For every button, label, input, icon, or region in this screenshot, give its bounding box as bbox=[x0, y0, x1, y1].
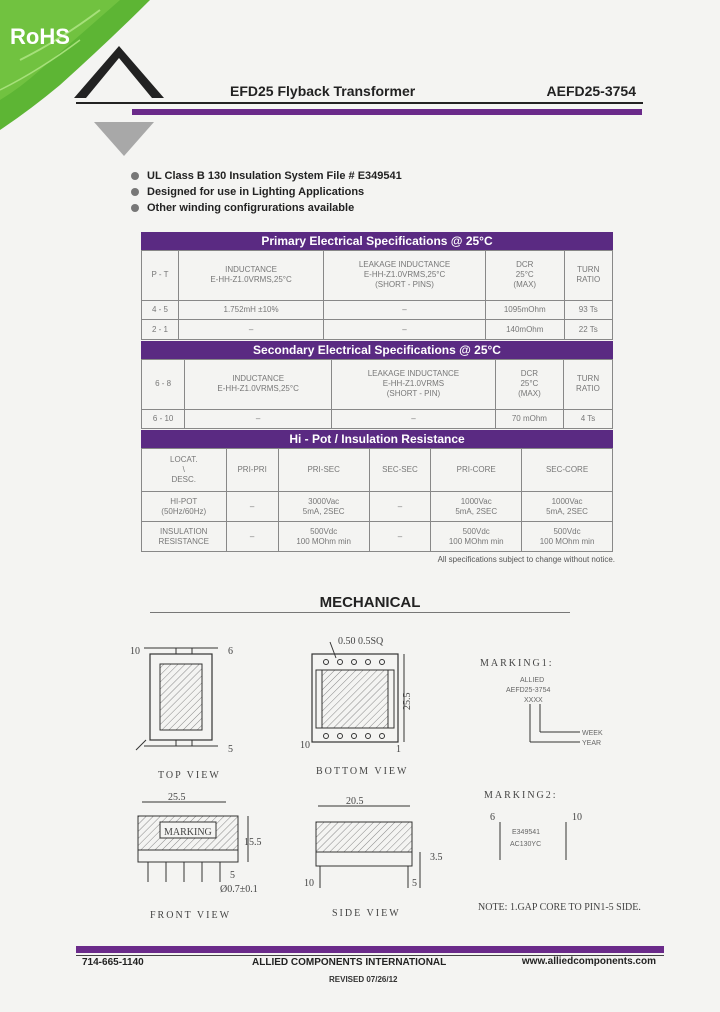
table-row-cell: – bbox=[332, 409, 496, 429]
marking2-pin-6: 6 bbox=[490, 812, 495, 823]
bottom-view-label: BOTTOM VIEW bbox=[316, 766, 409, 777]
table-row-cell: 1000Vac 5mA, 2SEC bbox=[431, 492, 522, 522]
table-row-cell: 3000Vac 5mA, 2SEC bbox=[278, 492, 369, 522]
footer-website-link[interactable]: www.alliedcomponents.com bbox=[521, 956, 656, 967]
table-header-row-cell: 6 - 8 bbox=[142, 360, 185, 410]
bullet-icon bbox=[131, 204, 139, 212]
table-row-cell: 22 Ts bbox=[564, 320, 612, 340]
front-view-drawing bbox=[138, 792, 262, 921]
table-header-row-cell: DCR 25°C (MAX) bbox=[485, 251, 564, 301]
table-row-cell: – bbox=[179, 320, 324, 340]
table-row-cell: – bbox=[324, 320, 486, 340]
document-title: EFD25 Flyback Transformer bbox=[230, 83, 416, 99]
table-row bbox=[142, 300, 613, 320]
change-notice: All specifications subject to change without notice. bbox=[437, 555, 615, 564]
bottom-view-drawing bbox=[300, 636, 413, 777]
table-header-row-cell: LOCAT. \ DESC. bbox=[142, 449, 227, 492]
marking2-title: MARKING2: bbox=[484, 790, 558, 801]
mechanical-rule bbox=[150, 612, 570, 613]
height-dimension: 25.5 bbox=[402, 692, 413, 710]
table-row-cell: 1000Vac 5mA, 2SEC bbox=[522, 492, 613, 522]
table-row bbox=[142, 492, 613, 522]
table-row-cell: 500Vdc 100 MOhm min bbox=[431, 522, 522, 552]
bullet-icon bbox=[131, 188, 139, 196]
table-header-row-cell: PRI-SEC bbox=[278, 449, 369, 492]
pin-size-dimension: 0.50 0.5SQ bbox=[338, 636, 384, 647]
top-view-label: TOP VIEW bbox=[158, 770, 221, 781]
table-row-cell: 1.752mH ±10% bbox=[179, 300, 324, 320]
bullet-icon bbox=[131, 172, 139, 180]
table-header-row-cell: LEAKAGE INDUCTANCE E-HH-Z1.0VRMS,25°C (SHORT - PINS) bbox=[324, 251, 486, 301]
table-row-cell: – bbox=[185, 409, 332, 429]
table-header-row-cell: SEC-CORE bbox=[522, 449, 613, 492]
feature-item: Designed for use in Lighting Applications bbox=[131, 184, 402, 200]
table-header-row-cell: INDUCTANCE E-HH-Z1.0VRMS,25°C bbox=[185, 360, 332, 410]
bottom-pin-10-label: 10 bbox=[300, 740, 310, 751]
table-row-cell: – bbox=[324, 300, 486, 320]
mechanical-drawings bbox=[120, 630, 660, 930]
marking2-line1: E349541 bbox=[512, 829, 541, 836]
feature-item: UL Class B 130 Insulation System File # E349541 bbox=[131, 168, 402, 184]
side-width-dimension: 20.5 bbox=[346, 796, 364, 807]
table-row-cell: 500Vdc 100 MOhm min bbox=[278, 522, 369, 552]
front-width-dimension: 25.5 bbox=[168, 792, 186, 803]
table-header-row-cell: DCR 25°C (MAX) bbox=[495, 360, 563, 410]
table-row-cell: 500Vdc 100 MOhm min bbox=[522, 522, 613, 552]
footer-accent-bar bbox=[76, 946, 664, 953]
pin-diameter-dimension: Ø0.7±0.1 bbox=[220, 884, 258, 895]
marking1-year: YEAR bbox=[582, 740, 602, 747]
side-pin-10-label: 10 bbox=[304, 878, 314, 889]
mechanical-note: NOTE: 1.GAP CORE TO PIN1-5 SIDE. bbox=[478, 902, 641, 913]
primary-spec-table bbox=[141, 250, 613, 340]
mechanical-heading: MECHANICAL bbox=[319, 594, 421, 611]
table-header-row-cell: TURN RATIO bbox=[564, 251, 612, 301]
table-header-row bbox=[142, 360, 613, 410]
table-row-cell: – bbox=[226, 492, 278, 522]
marking2-line2: AC130YC bbox=[510, 841, 542, 848]
header-accent-bar bbox=[132, 109, 642, 115]
marking2-pin-10: 10 bbox=[572, 812, 582, 823]
secondary-spec-table bbox=[141, 359, 613, 429]
top-pin-10-label: 10 bbox=[130, 646, 140, 657]
marking1-drawing bbox=[480, 658, 603, 747]
table-row-cell: – bbox=[369, 492, 431, 522]
table-header-row-cell: P - T bbox=[142, 251, 179, 301]
table-row bbox=[142, 522, 613, 552]
marking1-line2: AEFD25-3754 bbox=[506, 687, 551, 694]
side-height-dimension: 3.5 bbox=[430, 852, 443, 863]
table-header-row-cell: SEC-SEC bbox=[369, 449, 431, 492]
table-header-row-cell: PRI-PRI bbox=[226, 449, 278, 492]
top-view-drawing bbox=[130, 646, 233, 781]
table-header-row-cell: PRI-CORE bbox=[431, 449, 522, 492]
table-row-cell: 93 Ts bbox=[564, 300, 612, 320]
table-row-cell: INSULATION RESISTANCE bbox=[142, 522, 227, 552]
table-row-cell: 6 - 10 bbox=[142, 409, 185, 429]
side-pin-5-label: 5 bbox=[412, 878, 417, 889]
marking2-drawing bbox=[478, 790, 641, 913]
primary-spec-title: Primary Electrical Specifications @ 25°C bbox=[141, 232, 613, 250]
table-row-cell: – bbox=[369, 522, 431, 552]
table-row-cell: 4 Ts bbox=[563, 409, 612, 429]
table-row bbox=[142, 409, 613, 429]
table-row bbox=[142, 320, 613, 340]
bottom-pin-1-label: 1 bbox=[396, 744, 401, 755]
table-header-row-cell: TURN RATIO bbox=[563, 360, 612, 410]
table-row-cell: – bbox=[226, 522, 278, 552]
front-height-dimension: 15.5 bbox=[244, 837, 262, 848]
front-pin-5-label: 5 bbox=[230, 870, 235, 881]
table-row-cell: 2 - 1 bbox=[142, 320, 179, 340]
top-pin-5-label: 5 bbox=[228, 744, 233, 755]
top-pin-6-label: 6 bbox=[228, 646, 233, 657]
marking1-title: MARKING1: bbox=[480, 658, 554, 669]
revision-date: REVISED 07/26/12 bbox=[329, 975, 398, 984]
table-row-cell: 1095mOhm bbox=[485, 300, 564, 320]
hipot-table bbox=[141, 448, 613, 552]
hipot-title: Hi - Pot / Insulation Resistance bbox=[141, 430, 613, 448]
marking-box-label: MARKING bbox=[164, 827, 212, 838]
table-header-row-cell: INDUCTANCE E-HH-Z1.0VRMS,25°C bbox=[179, 251, 324, 301]
table-row-cell: 70 mOhm bbox=[495, 409, 563, 429]
feature-list bbox=[131, 168, 402, 216]
marking1-line1: ALLIED bbox=[520, 677, 545, 684]
footer-phone: 714-665-1140 bbox=[82, 957, 144, 968]
side-view-label: SIDE VIEW bbox=[332, 908, 401, 919]
part-number: AEFD25-3754 bbox=[546, 83, 636, 99]
header-rule bbox=[76, 102, 643, 104]
secondary-spec-title: Secondary Electrical Specifications @ 25°C bbox=[141, 341, 613, 359]
marking1-line3: XXXX bbox=[524, 697, 543, 704]
side-view-drawing bbox=[304, 796, 443, 919]
front-view-label: FRONT VIEW bbox=[150, 910, 232, 921]
table-header-row-cell: LEAKAGE INDUCTANCE E-HH-Z1.0VRMS (SHORT - PIN) bbox=[332, 360, 496, 410]
table-header-row bbox=[142, 251, 613, 301]
table-row-cell: 4 - 5 bbox=[142, 300, 179, 320]
feature-item: Other winding configrurations available bbox=[131, 200, 402, 216]
marking1-week: WEEK bbox=[582, 730, 603, 737]
table-row-cell: HI-POT (50Hz/60Hz) bbox=[142, 492, 227, 522]
rohs-label: RoHS bbox=[10, 24, 70, 49]
footer-company: ALLIED COMPONENTS INTERNATIONAL bbox=[252, 957, 447, 968]
table-header-row bbox=[142, 449, 613, 492]
table-row-cell: 140mOhm bbox=[485, 320, 564, 340]
